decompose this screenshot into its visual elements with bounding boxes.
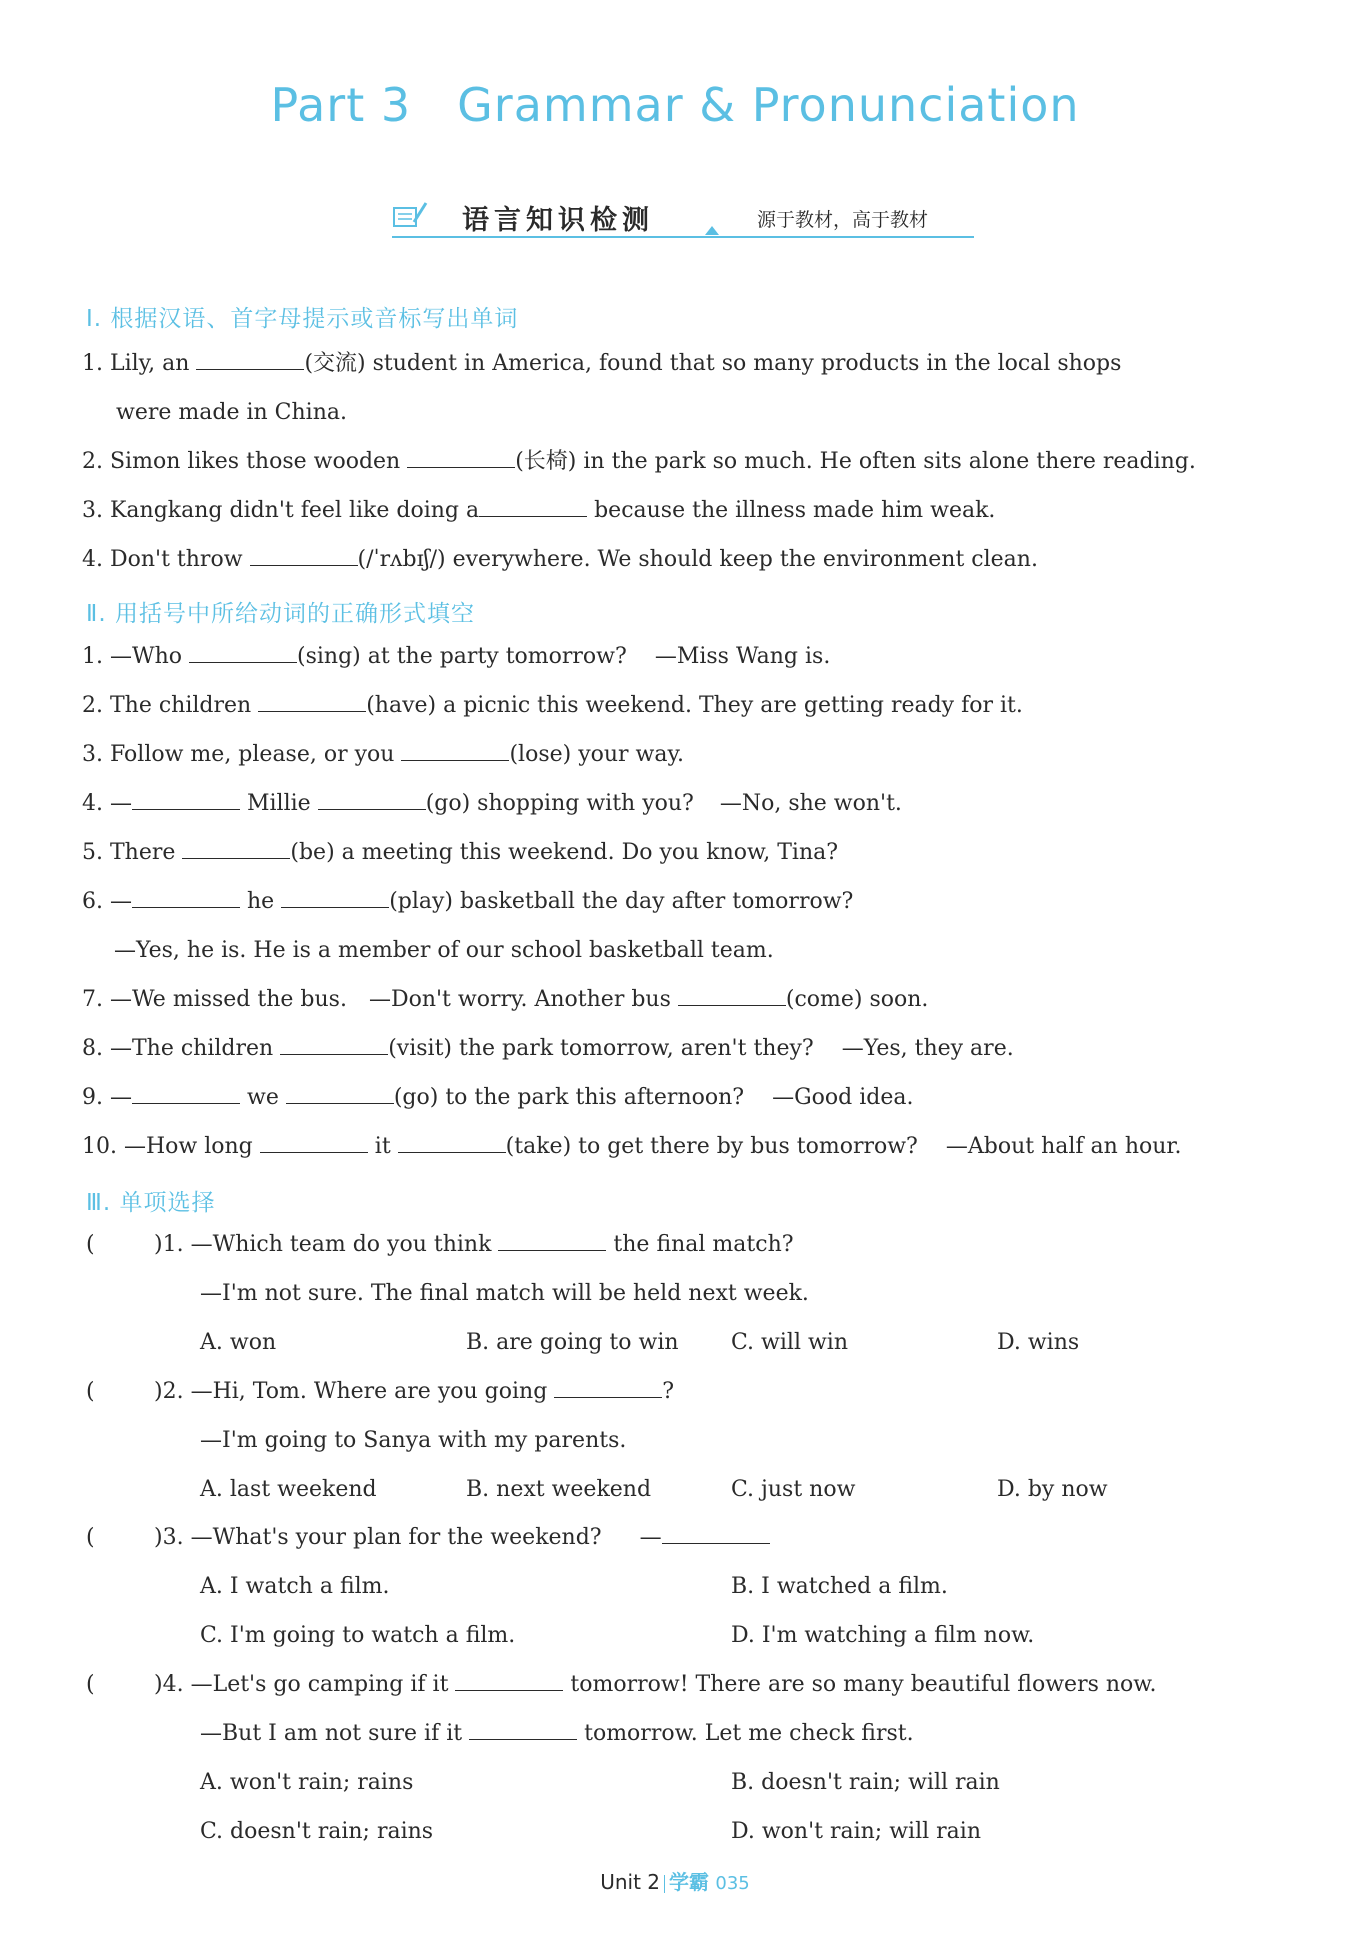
answer-blank[interactable] <box>280 1034 388 1055</box>
answer-paren[interactable]: ( <box>86 1672 95 1697</box>
s1-q1-cont: were made in China. <box>116 400 347 425</box>
answer-blank[interactable] <box>455 1670 563 1691</box>
page-title <box>0 78 1350 132</box>
answer-paren[interactable]: ( <box>86 1379 95 1404</box>
answer-blank[interactable] <box>182 838 290 859</box>
m1-option-d[interactable]: D. wins <box>997 1330 1080 1355</box>
m4-option-c[interactable]: C. doesn't rain; rains <box>200 1819 434 1844</box>
answer-blank[interactable] <box>662 1523 770 1544</box>
m3-option-b[interactable]: B. I watched a film. <box>731 1574 948 1599</box>
answer-blank[interactable] <box>250 545 358 566</box>
answer-blank[interactable] <box>401 740 509 761</box>
answer-blank[interactable] <box>469 1719 577 1740</box>
s2-q6-reply: —Yes, he is. He is a member of our school basketball team. <box>114 938 774 963</box>
section-banner <box>392 196 974 238</box>
page-footer <box>0 1866 1350 1895</box>
s2-q4: 4. — Millie (go) shopping with you? —No, she won't. <box>82 791 902 816</box>
m2-option-a[interactable]: A. last weekend <box>200 1477 377 1502</box>
m1-option-c[interactable]: C. will win <box>731 1330 849 1355</box>
m4-question: )4. —Let's go camping if it tomorrow! There are so many beautiful flowers now. <box>154 1672 1157 1697</box>
answer-blank[interactable] <box>498 1230 606 1251</box>
m2-option-b[interactable]: B. next weekend <box>466 1477 652 1502</box>
section-1-heading: Ⅰ. 根据汉语、首字母提示或音标写出单词 <box>86 306 519 332</box>
banner-heading: 语言知识检测 <box>462 205 654 236</box>
answer-blank[interactable] <box>678 985 786 1006</box>
s2-q2: 2. The children (have) a picnic this weekend. They are getting ready for it. <box>82 693 1023 718</box>
section-2-heading: Ⅱ. 用括号中所给动词的正确形式填空 <box>86 601 475 627</box>
footer-unit: Unit 2 <box>600 1870 661 1894</box>
answer-blank[interactable] <box>281 887 389 908</box>
s2-q5: 5. There (be) a meeting this weekend. Do you know, Tina? <box>82 840 839 865</box>
banner-tagline: 源于教材，高于教材 <box>757 209 929 231</box>
answer-blank[interactable] <box>398 1132 506 1153</box>
s1-q3: 3. Kangkang didn't feel like doing a because the illness made him weak. <box>82 498 996 523</box>
m2-option-c[interactable]: C. just now <box>731 1477 856 1502</box>
answer-blank[interactable] <box>479 496 587 517</box>
s1-q1: 1. Lily, an (交流) student in America, found that so many products in the local shops <box>82 351 1122 376</box>
answer-blank[interactable] <box>554 1377 662 1398</box>
answer-blank[interactable] <box>258 691 366 712</box>
answer-blank[interactable] <box>189 642 297 663</box>
m4-option-a[interactable]: A. won't rain; rains <box>200 1770 414 1795</box>
m2-option-d[interactable]: D. by now <box>997 1477 1108 1502</box>
answer-blank[interactable] <box>196 349 304 370</box>
m2-response: —I'm going to Sanya with my parents. <box>200 1428 627 1453</box>
m2-question: )2. —Hi, Tom. Where are you going ? <box>154 1379 675 1404</box>
m4-response: —But I am not sure if it tomorrow. Let me check first. <box>200 1721 914 1746</box>
m1-option-b[interactable]: B. are going to win <box>466 1330 679 1355</box>
banner-pointer <box>705 226 719 235</box>
m3-question: )3. —What's your plan for the weekend? — <box>154 1523 770 1553</box>
answer-blank[interactable] <box>318 789 426 810</box>
answer-paren[interactable]: ( <box>86 1232 95 1257</box>
notebook-pencil-icon <box>392 200 430 230</box>
m1-option-a[interactable]: A. won <box>200 1330 277 1355</box>
m3-option-c[interactable]: C. I'm going to watch a film. <box>200 1623 516 1648</box>
m4-option-b[interactable]: B. doesn't rain; will rain <box>731 1770 1000 1795</box>
answer-blank[interactable] <box>132 789 240 810</box>
part-label: Part 3 <box>270 78 412 132</box>
answer-blank[interactable] <box>132 887 240 908</box>
m1-response: —I'm not sure. The final match will be held next week. <box>200 1281 809 1306</box>
m4-option-d[interactable]: D. won't rain; will rain <box>731 1819 981 1844</box>
s2-q9: 9. — we (go) to the park this afternoon? —Good idea. <box>82 1085 914 1110</box>
answer-blank[interactable] <box>407 447 515 468</box>
s2-q3: 3. Follow me, please, or you (lose) your way. <box>82 742 685 767</box>
s2-q8: 8. —The children (visit) the park tomorrow, aren't they? —Yes, they are. <box>82 1036 1014 1061</box>
page-number: 035 <box>715 1873 750 1894</box>
footer-brand: 学霸 <box>669 1870 710 1894</box>
s2-q6: 6. — he (play) basketball the day after tomorrow? <box>82 889 854 914</box>
s2-q10: 10. —How long it (take) to get there by bus tomorrow? —About half an hour. <box>82 1134 1182 1159</box>
part-name: Grammar & Pronunciation <box>457 78 1080 132</box>
s1-q4: 4. Don't throw (/ˈrʌbɪʃ/) everywhere. We should keep the environment clean. <box>82 547 1038 572</box>
answer-blank[interactable] <box>286 1083 394 1104</box>
answer-blank[interactable] <box>132 1083 240 1104</box>
answer-blank[interactable] <box>260 1132 368 1153</box>
m3-option-d[interactable]: D. I'm watching a film now. <box>731 1623 1035 1648</box>
s2-q7: 7. —We missed the bus. —Don't worry. Another bus (come) soon. <box>82 987 929 1012</box>
s1-q2: 2. Simon likes those wooden (长椅) in the park so much. He often sits alone there reading. <box>82 449 1196 474</box>
m3-option-a[interactable]: A. I watch a film. <box>200 1574 390 1599</box>
s2-q1: 1. —Who (sing) at the party tomorrow? —Miss Wang is. <box>82 644 831 669</box>
answer-paren[interactable]: ( <box>86 1525 95 1550</box>
m1-question: )1. —Which team do you think the final match? <box>154 1232 794 1257</box>
section-3-heading: Ⅲ. 单项选择 <box>86 1190 216 1216</box>
